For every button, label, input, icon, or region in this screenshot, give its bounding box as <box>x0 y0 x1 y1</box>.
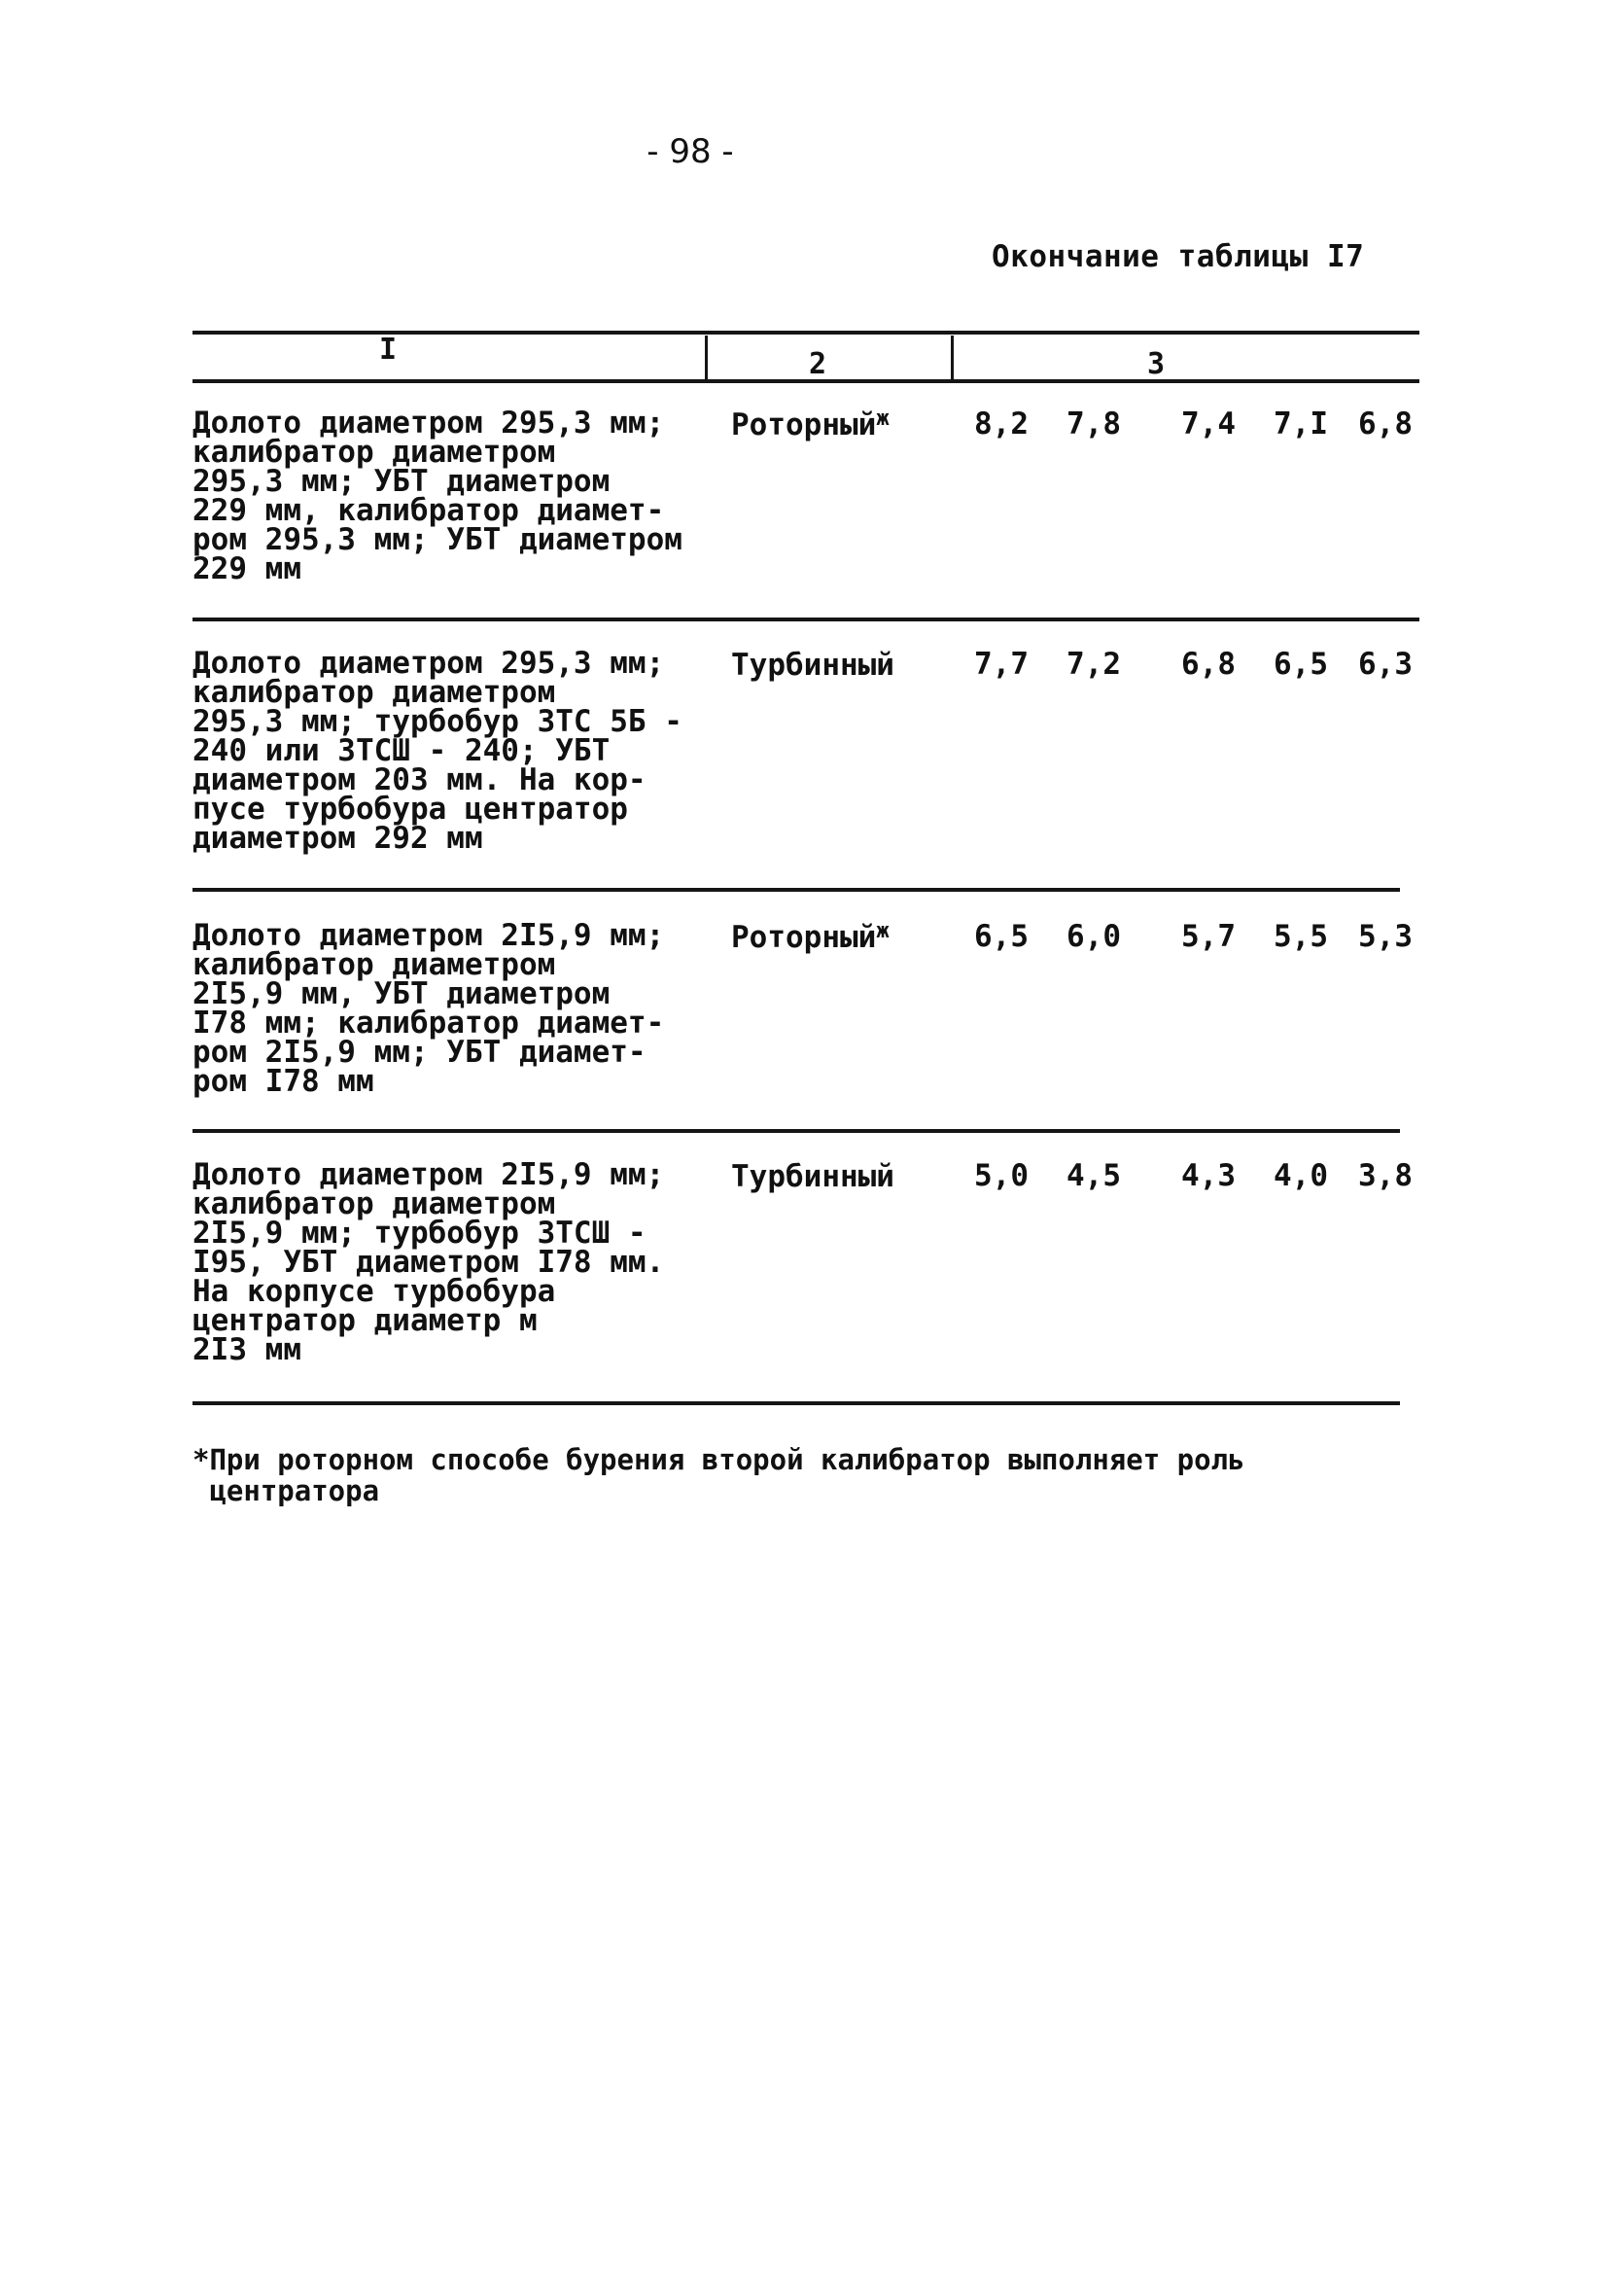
row-description: Долото диаметром 295,3 мм; калибратор диаметром 295,3 мм; турбобур ЗТС 5Б - 240 или ЗТСШ - 240; УБТ диаметром 203 мм. На кор- пусе турбобура центратор диаметром 292 мм <box>192 646 682 856</box>
row-separator <box>192 618 1419 621</box>
method-label: Турбинный <box>731 1159 894 1194</box>
column-header-3: 3 <box>1147 347 1166 381</box>
value-cell: 7,I <box>1274 406 1328 442</box>
value-cell: 4,5 <box>1066 1158 1121 1193</box>
column-header-2: 2 <box>809 347 827 381</box>
value-cell: 7,4 <box>1181 406 1236 442</box>
value-cell: 3,8 <box>1358 1158 1413 1193</box>
value-cell: 6,5 <box>1274 647 1328 682</box>
row-separator <box>192 888 1400 892</box>
header-bottom-rule <box>192 379 1419 383</box>
row-method <box>731 919 890 955</box>
value-cell: 5,7 <box>1181 919 1236 954</box>
value-cell: 5,5 <box>1274 919 1328 954</box>
value-cell: 7,2 <box>1066 647 1121 682</box>
value-cell: 4,3 <box>1181 1158 1236 1193</box>
value-cell: 6,8 <box>1181 647 1236 682</box>
header-divider-2 <box>951 336 954 380</box>
value-cell: 4,0 <box>1274 1158 1328 1193</box>
header-divider-1 <box>705 336 708 380</box>
method-label: Роторный <box>731 407 877 442</box>
value-cell: 5,3 <box>1358 919 1413 954</box>
method-label: Роторный <box>731 920 877 955</box>
value-cell: 7,7 <box>974 647 1029 682</box>
page-number: - 98 - <box>647 132 734 171</box>
row-description: Долото диаметром 2I5,9 мм; калибратор диаметром 2I5,9 мм; турбобур ЗТСШ - I95, УБТ диаметром I78 мм. На корпусе турбобура центратор диаметр м 2I3 мм <box>192 1157 665 1367</box>
value-cell: 6,5 <box>974 919 1029 954</box>
value-cell: 6,8 <box>1358 406 1413 442</box>
row-method <box>731 1158 894 1194</box>
column-header-1: I <box>379 333 398 367</box>
row-method <box>731 647 894 683</box>
value-cell: 7,8 <box>1066 406 1121 442</box>
row-description: Долото диаметром 2I5,9 мм; калибратор диаметром 2I5,9 мм, УБТ диаметром I78 мм; калибратор диамет- ром 2I5,9 мм; УБТ диамет- ром I78 мм <box>192 918 665 1099</box>
table-top-rule <box>192 331 1419 335</box>
value-cell: 6,3 <box>1358 647 1413 682</box>
table-footnote: *При роторном способе бурения второй калибратор выполняет роль центратора <box>192 1443 1245 1507</box>
row-description: Долото диаметром 295,3 мм; калибратор диаметром 295,3 мм; УБТ диаметром 229 мм, калибратор диамет- ром 295,3 мм; УБТ диаметром 229 мм <box>192 406 682 586</box>
method-footnote-mark: ж <box>876 919 890 943</box>
value-cell: 6,0 <box>1066 919 1121 954</box>
value-cell: 8,2 <box>974 406 1029 442</box>
row-separator <box>192 1129 1400 1133</box>
row-method <box>731 406 890 442</box>
table-caption: Окончание таблицы I7 <box>992 239 1365 274</box>
value-cell: 5,0 <box>974 1158 1029 1193</box>
method-footnote-mark: ж <box>876 406 890 431</box>
method-label: Турбинный <box>731 648 894 683</box>
table-bottom-rule <box>192 1401 1400 1405</box>
